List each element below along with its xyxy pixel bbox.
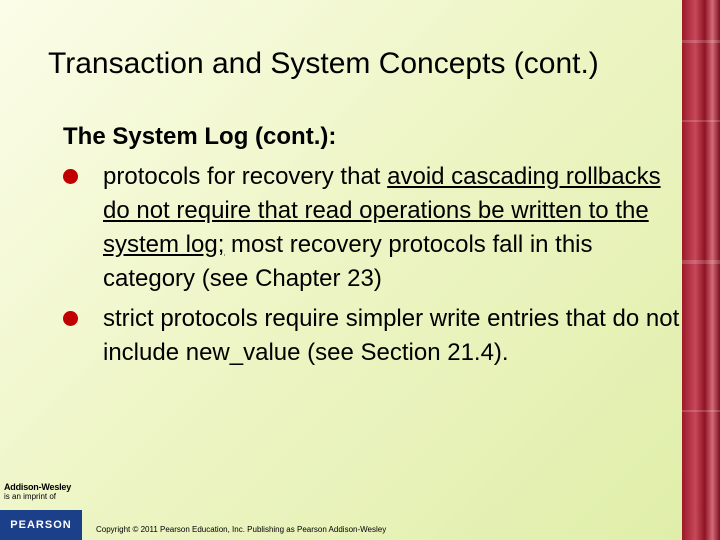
slide-title: Transaction and System Concepts (cont.) <box>48 47 599 80</box>
bullet-dot-icon <box>63 169 78 184</box>
bullet-text-underlined: avoid cascading rollbacks do not require that read operations be written to the system log; <box>103 163 661 258</box>
bullet-item <box>63 302 683 370</box>
addison-wesley-logo <box>4 482 84 502</box>
bullet-text-before: protocols for recovery that <box>103 163 388 190</box>
bullet-text-after: most recovery protocols fall in this category (see Chapter 23) <box>103 231 593 292</box>
decorative-side-bar <box>682 0 720 540</box>
pearson-logo: PEARSON <box>0 510 82 540</box>
slide-subtitle: The System Log (cont.): <box>63 123 337 150</box>
copyright-notice: Copyright © 2011 Pearson Education, Inc. Publishing as Pearson Addison-Wesley <box>96 525 387 534</box>
bullet-item <box>63 160 683 296</box>
bullet-dot-icon <box>63 311 78 326</box>
bullet-text: strict protocols require simpler write entries that do not include new_value (see Section 21.4). <box>103 305 680 366</box>
imprint-text: is an imprint of <box>4 492 57 501</box>
bullet-text <box>103 160 683 296</box>
addison-wesley-logo-text: Addison-Wesley <box>4 482 72 492</box>
